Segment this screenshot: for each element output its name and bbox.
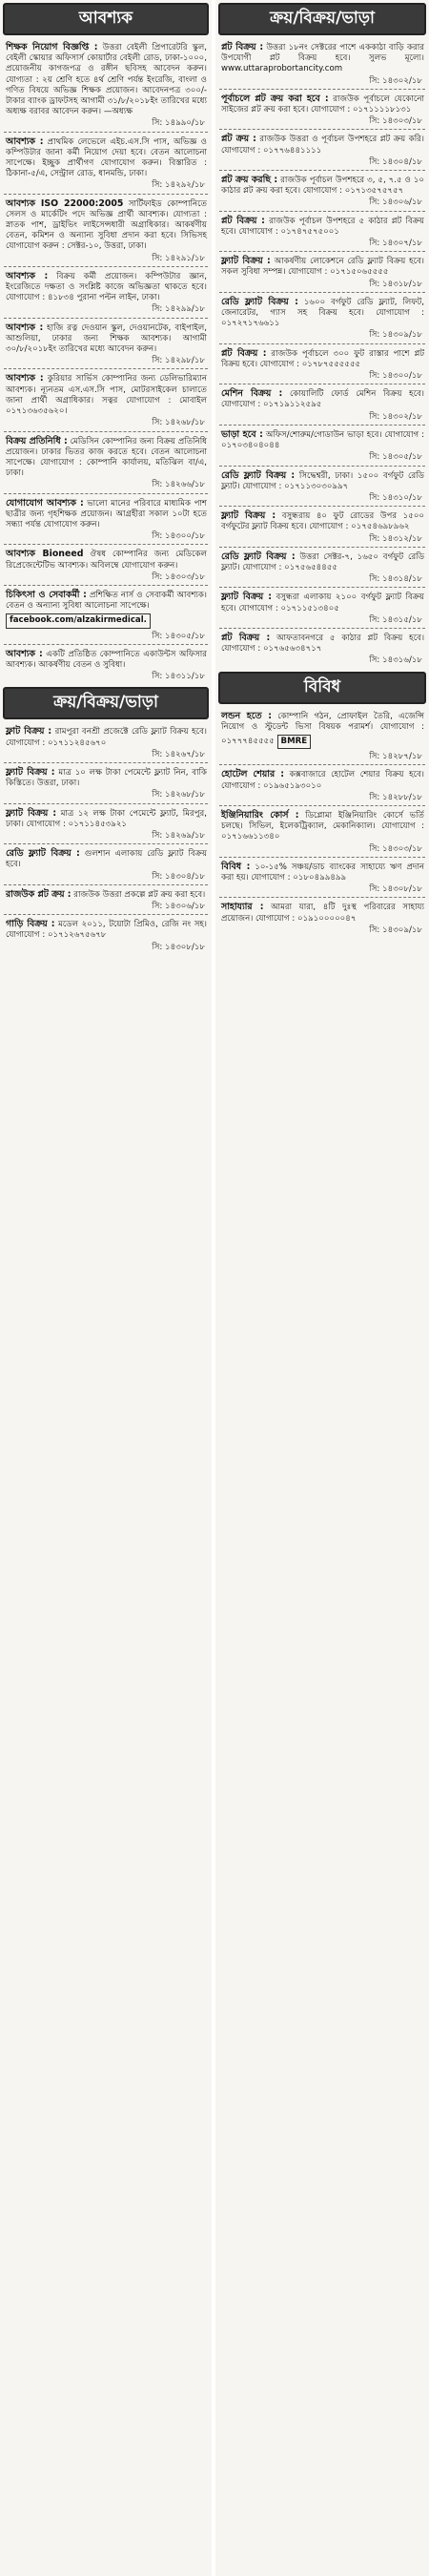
ad-lead: ইঞ্জিনিয়ারিং কোর্স : xyxy=(221,809,299,821)
ad-body: প্রশিক্ষিত নার্স ও সেবাকর্মী আবশ্যক। বেতন ও অন্যান্য সুবিধা আলোচনা সাপেক্ষে। xyxy=(6,590,207,612)
classified-ad xyxy=(0,886,212,914)
ad-lead: ফ্লাট বিক্রয় : xyxy=(6,726,52,737)
ad-lead: বিবিধ : xyxy=(221,861,251,872)
classified-ad xyxy=(215,766,429,805)
ad-body: হাজি রত্ন দেওয়ান স্কুল, দেওয়ানটেক, বাইপাইল, আশুলিয়া, ঢাকার জন্য শিক্ষক আবশ্যক। আগামী ৩০/৮/২০১৮ইং তারিখের মধ্যে আবেদন করুন। xyxy=(6,322,207,355)
ad-lead: রেডি ফ্ল্যাট বিক্রয় : xyxy=(6,848,80,860)
ad-body: বসুন্ধরা এলাকায় ২১০০ বর্গফুট ফ্ল্যাট বিক্রয় হবে। যোগাযোগ : ০১৭১১৫১৩৪০৫ xyxy=(221,592,424,613)
classified-ad xyxy=(215,708,429,765)
ad-lead: চিকিৎসা ও সেবাকর্মী : xyxy=(6,589,87,600)
ad-lead: হোটেল শেয়ার : xyxy=(221,769,284,780)
section-header-jobs: আবশ্যক xyxy=(3,3,209,35)
ad-body: আকর্ষণীয় লোকেশনে রেডি ফ্ল্যাট বিক্রয় হবে। সকল সুবিধা সম্পন্ন। যোগাযোগ : ০১৭১৫০৬৫৫৫৫ xyxy=(221,257,424,278)
classified-ad xyxy=(0,805,212,844)
ad-lead: আবশ্যক : xyxy=(6,135,44,147)
ad-lead: লন্ডন হতে : xyxy=(221,710,273,721)
ad-code: সি: ১৪৯৯০/১৮ xyxy=(152,118,205,129)
ad-code: সি: ১৪৩০৮/১৮ xyxy=(369,884,422,895)
ad-body: উত্তরা ১৮নং সেক্টরের পাশে এককাঠা বাড়ি করার উপযোগী প্লট বিক্রয় হবে। সুলভ মূল্যে। www.uttaraprobortancity.com xyxy=(221,43,425,74)
ad-code: সি: ১৪৩০৬/১৮ xyxy=(369,197,422,208)
ad-code: সি: ১৪২৬৯/১৮ xyxy=(152,830,205,841)
classified-ad xyxy=(0,39,212,132)
ad-body: সার্টিফাইড কোম্পানিতে সেলস ও মার্কেটিং পদে অভিজ্ঞ প্রার্থী আবশ্যক। যোগ্যতা : স্নাতক পাশ, ড্রাইভিং লাইসেন্সধারী অগ্রাধিকার। আকর্ষণীয় বেতন, কমিশন ও অন্যান্য সুবিধা প্রদান করা হবে। সিভিসহ যোগাযোগ করুন : সেক্টর-১০, উত্তরা, ঢাকা। xyxy=(6,198,207,252)
classified-ad xyxy=(215,213,429,252)
ad-code: সি: ১৪৩১৫/১৮ xyxy=(369,614,422,625)
ad-body: মাত্র ১২ লক্ষ টাকা পেমেন্টে ফ্ল্যাট, মিরপুর, ঢাকা। যোগাযোগ : ০১৭১১৪৫৩৯২১ xyxy=(6,808,207,829)
ad-code: সি: ১৪৩০৩/১৮ xyxy=(369,843,422,854)
ad-body: রাজউক উত্তরা ও পূর্বাচল উপশহরে প্লট ক্রয় করি। যোগাযোগ : ০১৭৭৬৪৪১১১১ xyxy=(221,135,424,156)
ad-lead: মেশিন বিক্রয় : xyxy=(221,388,283,400)
ad-lead: রেডি ফ্ল্যাট বিক্রয় : xyxy=(221,469,296,481)
ad-lead: আবশ্যক Bioneed xyxy=(6,549,84,560)
classified-ad-medical xyxy=(0,587,212,644)
ad-lead: যোগাযোগ আবশ্যক : xyxy=(6,497,84,509)
ad-lead: রেডি ফ্ল্যাট বিক্রয় : xyxy=(221,296,298,307)
ad-lead: ফ্ল্যাট বিক্রয় : xyxy=(221,592,272,603)
ad-body: আফতাবনগরে ৫ কাঠার প্লট বিক্রয় হবে। যোগাযোগ : ০১৭৬৫৬৩৪৭১৭ xyxy=(221,633,425,654)
ad-body: রাজউক পূর্বাচলে যেকোনো সাইজের প্লট ক্রয় করা হবে। যোগাযোগ : ০১৭১১১১৮১৩১ xyxy=(221,93,424,115)
ad-lead: প্লট বিক্রয় : xyxy=(221,215,265,226)
classified-ad xyxy=(215,467,429,507)
ad-body: কুরিয়ার সার্ভিস কোম্পানির জন্য ডেলিভারিম্যান আবশ্যক। ন্যূনতম এস.এস.সি পাস, মোটরসাইকেল চালাতে জানা প্রার্থী অগ্রাধিকার। সত্বর যোগাযোগ : মোবাইল ০১৭১৩৬৩৫৬২০। xyxy=(6,374,208,417)
ad-body: রাজউক পূর্বাচল উপশহরে ৫ কাঠার প্লট বিক্রয় হবে। যোগাযোগ : ০১৭৪৭৫৭৫০০১ xyxy=(221,216,424,237)
classified-ad xyxy=(215,859,429,898)
ad-code: সি: ১৪৩১৮/১৮ xyxy=(369,279,422,289)
ad-code: সি: ১৪২৯২/১৮ xyxy=(152,180,205,191)
ad-body: আমরা যারা, ৪টি দুঃস্থ পরিবারের সাহায্য প্রয়োজন। যোগাযোগ : ০১৯১০০০০০৪৭ xyxy=(221,903,424,924)
ad-body: রামপুরা বনশ্রী প্রজেক্টে রেডি ফ্ল্যাট বিক্রয় হবে। যোগাযোগ : ০১৭১১২৪৫৬৭০ xyxy=(6,727,207,748)
ad-body: মডেল ২০১১, টয়োটা প্রিমিও, রেজি নং সহ। যোগাযোগ : ০১৭১২৬৭৫৬৭৮ xyxy=(6,920,207,941)
ad-code: সি: ১৪২৮৭/১৮ xyxy=(369,752,422,762)
ad-lead: আবশ্যক : xyxy=(6,373,44,384)
ad-lead: প্লট বিক্রয় : xyxy=(221,42,264,52)
ad-lead: আবশ্যক : xyxy=(6,648,43,659)
ad-lead: প্লট ক্রয় : xyxy=(221,134,256,145)
classified-ad xyxy=(0,916,212,955)
ad-lead: আবশ্যক ISO 22000:2005 xyxy=(6,197,124,209)
classified-ad xyxy=(215,807,429,857)
ad-lead: ফ্ল্যাট বিক্রয় : xyxy=(221,256,271,267)
ad-body: কক্সবাজারে হোটেল শেয়ার বিক্রয় হবে। যোগাযোগ : ০১৯৬৫১৯৩০১০ xyxy=(221,770,424,791)
ad-code: সি: ১৪৩১১/১৮ xyxy=(152,672,205,682)
ad-body: কোম্পানি গঠন, প্রোফাইল তৈরি, এজেন্সি নিয়োগ ও স্টুডেন্ট ভিসা বিষয়ক পরামর্শ। যোগাযোগ : ০১৭৭৭৪৫৫৫৫ xyxy=(221,711,424,746)
right-column xyxy=(215,0,429,2576)
ad-lead: ফ্ল্যাট বিক্রয় : xyxy=(6,766,55,778)
ad-body: মাত্র ১০ লক্ষ টাকা পেমেন্টে ফ্ল্যাট নিন, বাকি কিস্তিতে। উত্তরা, ঢাকা। xyxy=(6,767,207,789)
classified-ad xyxy=(0,196,212,266)
ad-code: সি: ১৪৩০৮/১৮ xyxy=(152,942,205,952)
ad-body: উত্তরা বেইলী প্রিপারেটরি স্কুল, বেইলী স্কোয়ার অফিসার্স কোয়ার্টার বেইলী রোড, ঢাকা-১০০০, প্রয়োজনীয় কাগজপত্র ও রঙ্গীন ছবিসহ আবেদন করুন। যোগ্যতা : ২য় শ্রেণি হতে ৪র্থ শ্রেণি পর্যন্ত ইংরেজি, বাংলা ও গণিত বিষয়ে অভিজ্ঞ শিক্ষক প্রয়োজন। আবেদনপত্র ৩০০/- টাকার ব্যাংক ড্রাফটসহ আগামী ৩১/৮/২০১৮ইং তারিখের মধ্যে অধ্যক্ষ বরাবর আবেদন করুন। —অধ্যক্ষ xyxy=(6,43,207,117)
ad-code: সি: ১৪২৯১/১৮ xyxy=(152,253,205,263)
classified-ad xyxy=(0,134,212,194)
section-header-misc: বিবিধ xyxy=(218,672,426,704)
ad-code: সি: ১৪২৯৮/১৮ xyxy=(152,356,205,366)
ad-code: সি: ১৪৩০৫/১৮ xyxy=(369,452,422,463)
ad-lead: ভাড়া হবে : xyxy=(221,428,263,440)
ad-lead: রাজউক প্লট ক্রয় : xyxy=(6,888,72,900)
section-header-buy-sell: ক্রয়/বিক্রয়/ভাড়া xyxy=(218,3,426,35)
ad-lead: শিক্ষক নিয়োগ বিজ্ঞপ্তি : xyxy=(6,42,98,52)
classified-ad xyxy=(215,172,429,211)
ad-body: একটি প্রতিষ্ঠিত কোম্পানিতে একাউন্টস অফিসার আবশ্যক। আকর্ষণীয় বেতন ও সুবিধা। xyxy=(6,649,207,670)
ad-code: সি: ১৪২৬৬/১৮ xyxy=(152,480,205,490)
ad-lead: প্লট ক্রয় করছি : xyxy=(221,175,278,186)
ad-code: সি: ১৪৩০২/১৮ xyxy=(369,411,422,422)
ad-code: সি: ১৪৩০৫/১৮ xyxy=(152,631,205,641)
classified-ad xyxy=(0,646,212,685)
ad-lead: ফ্ল্যাট বিক্রয় : xyxy=(6,807,57,819)
classified-ad xyxy=(215,39,429,89)
classified-ad xyxy=(0,845,212,884)
ad-lead: গাড়ি বিক্রয় : xyxy=(6,919,55,930)
ad-body: ভালো মানের পরিবারে মাধ্যমিক পাশ ছাত্রীর জন্য গৃহশিক্ষক প্রয়োজন। আগ্রহীরা সকাল ১০টা হতে সন্ধ্যা পর্যন্ত যোগাযোগ করুন। xyxy=(6,498,208,530)
classified-ad xyxy=(0,268,212,318)
ad-code: সি: ১৪৩১০/১৮ xyxy=(369,492,422,503)
ad-body: রাজউক উত্তরা প্রকল্পে প্লট ক্রয় করা হবে। xyxy=(73,889,206,900)
ad-code: সি: ১৪৩০৩/১৮ xyxy=(152,571,205,582)
left-column xyxy=(0,0,212,2576)
ad-code: সি: ১৪৩০৬/১৮ xyxy=(152,902,205,911)
ad-body: প্রাথমিক লেভেলে এইচ.এস.সি পাস, অভিজ্ঞ ও কম্পিউটার জানা কর্মী নিয়োগ দেয়া হবে। বেতন আলোচনা সাপেক্ষে। ইচ্ছুক প্রার্থীগণ যোগাযোগ করুন। বিস্তারিত : ঠিকানা-৫/এ, সেন্ট্রাল রোড, ধানমন্ডি, ঢাকা। xyxy=(6,136,207,179)
classified-ad xyxy=(215,345,429,384)
bmre-mark: BMRE xyxy=(277,735,312,749)
classified-ad xyxy=(0,370,212,430)
classified-ad xyxy=(215,131,429,170)
ad-lead: প্লট বিক্রয় : xyxy=(221,347,267,359)
ad-code: সি: ১৪৩০৪/১৮ xyxy=(152,871,205,882)
classified-ad xyxy=(0,764,212,803)
ad-code: সি: ১৪৩০৪/১৮ xyxy=(369,156,422,167)
classified-ad xyxy=(215,549,429,588)
ad-body: রাজউক পূর্বাচল উপশহরে ৩, ৫, ৭.৫ ও ১০ কাঠার প্লট ক্রয় করা হবে। যোগাযোগ : ০১৭১৩৫৭৫৭৫৭ xyxy=(221,176,424,197)
ad-lead: রেডি ফ্ল্যাট বিক্রয় : xyxy=(221,551,296,562)
ad-code: সি: ১৪২৯৯/১৮ xyxy=(152,304,205,315)
classified-ad xyxy=(0,320,212,369)
classified-ad xyxy=(0,433,212,493)
ad-code: সি: ১৪৩১২/১৮ xyxy=(369,533,422,544)
ad-code: সি: ১৪৩০৩/১৮ xyxy=(369,116,422,127)
ad-body: অফিস/শোরুম/গোডাউন ভাড়া হবে। যোগাযোগ : ০১৭০৩৪০৪০৪৪ xyxy=(221,429,424,451)
ad-body: ১০-১৫% সঞ্চয়/ডাচ ব্যাংকের সাহায্যে ঋণ প্রদান করা হয়। যোগাযোগ : ০১৮০৪৯৯৪৯৯ xyxy=(221,862,424,883)
ad-body: কোয়ালিটি ফোর্ড মেশিন বিক্রয় হবে। যোগাযোগ : ০১৭১৯১১২৫৯৫ xyxy=(221,389,425,410)
ad-body: মেডিসিন কোম্পানির জন্য বিক্রয় প্রতিনিধি প্রয়োজন। ঢাকার ভিতর কাজ করতে হবে। বেতন আলোচনা সাপেক্ষে। যোগাযোগ : কোম্পানি কার্যালয়, মতিঝিল বা/এ, ঢাকা। xyxy=(6,436,207,479)
classified-ad xyxy=(215,508,429,547)
ad-lead: প্লট বিক্রয় : xyxy=(221,632,271,643)
classified-ad xyxy=(215,426,429,466)
ad-body: ১৬০০ বর্গফুট রেডি ফ্ল্যাট, লিফট, জেনারেটর, গ্যাস সহ বিক্রয় হবে। যোগাযোগ : ০১৭২৭১৭৬৬১১ xyxy=(221,297,425,329)
ad-code: সি: ১৪২৮৮/১৮ xyxy=(369,792,422,802)
ad-body: ঔষধ কোম্পানির জন্য মেডিকেল রিপ্রেজেন্টেটিভ আবশ্যক। অবিলম্বে যোগাযোগ করুন। xyxy=(6,550,207,571)
ad-body: বিক্রয় কর্মী প্রয়োজন। কম্পিউটার জ্ঞান, ইংরেজিতে দক্ষতা ও সংশ্লিষ্ট কাজে অভিজ্ঞতা থাকতে হবে। যোগাযোগ : ৪১৮৩৪ পুরানা পল্টন লাইন, ঢাকা। xyxy=(6,271,207,303)
ad-body: ডিপ্লোমা ইঞ্জিনিয়ারিং কোর্সে ভর্তি চলছে। সিভিল, ইলেকট্রিক্যাল, মেকানিক্যাল। যোগাযোগ : ০১৭১৬৬১১৩৪০ xyxy=(221,810,424,842)
ad-lead: বিক্রয় প্রতিনিধি : xyxy=(6,435,68,447)
ad-code: সি: ১৪৩১৬/১৮ xyxy=(369,655,422,666)
ad-lead: আবশ্যক : xyxy=(6,270,49,281)
ad-body: গুলশান এলাকায় রেডি ফ্ল্যাট বিক্রয় হবে। xyxy=(6,849,208,870)
classified-ad-bioneed xyxy=(0,546,212,585)
ad-code: সি: ১৪২৬৮/১৮ xyxy=(152,790,205,800)
ad-code: সি: ১৪৩০৯/১৮ xyxy=(369,330,422,341)
ad-lead: পূর্বাচলে প্লট ক্রয় করা হবে : xyxy=(221,93,329,104)
ad-body: বসুন্ধরায় ৪০ ফুট রোডের উপর ১৫০০ বর্গফুটের ফ্ল্যাট বিক্রয় হবে। যোগাযোগ : ০১৭৫৪৬৯৮৯৬২ xyxy=(221,511,424,532)
classified-ad xyxy=(215,589,429,628)
ad-body: উত্তরা সেক্টর-৭, ১৬৫০ বর্গফুট রেডি ফ্ল্যাট। যোগাযোগ : ০১৭৫৬৫৪৪৫৫ xyxy=(221,551,425,572)
ad-code: সি: ১৪৩০২/১৮ xyxy=(369,75,422,86)
ad-body: রাজউক পূর্বাচলে ৩০০ ফুট রাস্তার পাশে প্লট বিক্রয় হবে। যোগাযোগ : ০১৭৮৭৫৫৫৫৫৫ xyxy=(221,348,424,369)
section-header-buy-sell: ক্রয়/বিক্রয়/ভাড়া xyxy=(3,687,209,719)
classified-ad xyxy=(215,91,429,130)
ad-lead: সাহায্যার : xyxy=(221,902,264,913)
ad-lead: ফ্ল্যাট বিক্রয় : xyxy=(221,510,276,522)
classified-ad xyxy=(0,723,212,762)
classified-ad xyxy=(215,294,429,343)
classified-ad xyxy=(215,385,429,425)
ad-code: সি: ১৪৩১৪/১৮ xyxy=(369,574,422,585)
classified-ad xyxy=(215,899,429,938)
classified-ad xyxy=(215,253,429,292)
classified-ad xyxy=(0,495,212,545)
ad-code: সি: ১৪৩০০/১৮ xyxy=(369,371,422,382)
ad-code: সি: ১৪৩০৭/১৮ xyxy=(369,239,422,249)
facebook-link[interactable]: facebook.com/alzakirmedical. xyxy=(6,613,151,628)
ad-code: সি: ১৪৩০৯/১৮ xyxy=(369,924,422,935)
ad-code: সি: ১৪৩০০/১৮ xyxy=(152,531,205,542)
classified-ad xyxy=(215,630,429,669)
ad-code: সি: ১৪২৬৮/১৮ xyxy=(152,418,205,428)
ad-lead: আবশ্যক : xyxy=(6,322,44,333)
ad-body: সিদ্ধেশ্বরী, ঢাকা। ১৫০০ বর্গফুট রেডি ফ্ল্যাট। যোগাযোগ : ০১৭১১৩০৩০৯৯৭ xyxy=(221,470,425,491)
ad-code: সি: ১৪২৬৭/১৮ xyxy=(152,749,205,759)
